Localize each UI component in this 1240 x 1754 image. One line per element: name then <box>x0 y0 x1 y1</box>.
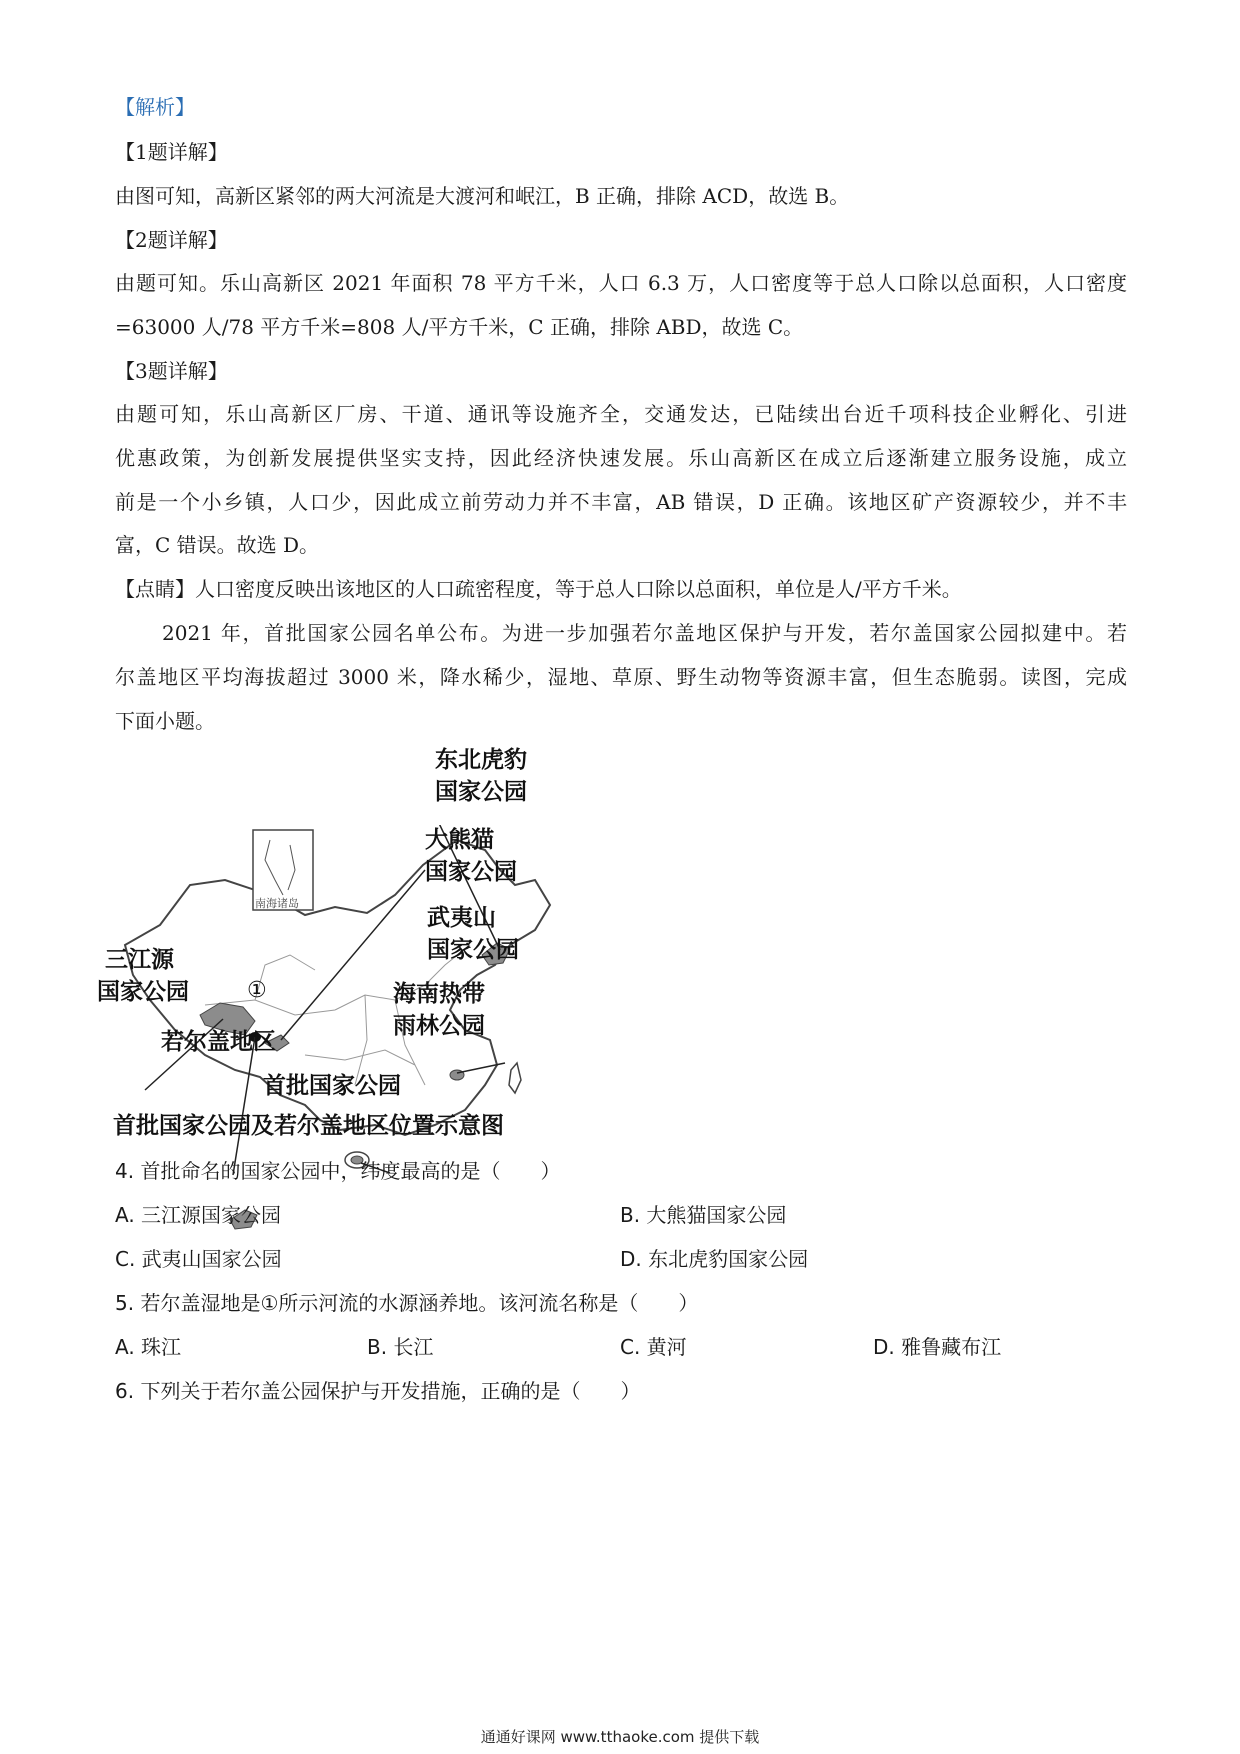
national-parks-map <box>97 747 625 1265</box>
label-zoige: 若尔盖地区 <box>161 1029 276 1055</box>
passage-line2: 尔盖地区平均海拔超过 3000 米，降水稀少，湿地、草原、野生动物等资源丰富，但生态脆弱。读图，完成 <box>115 665 1127 689</box>
q3-text-line1: 由题可知，乐山高新区厂房、干道、通讯等设施齐全，交通发达，已陆续出台近千项科技企业孵化、引进 <box>115 402 1127 426</box>
label-northeast-2: 国家公园 <box>435 779 527 805</box>
label-sanjiang-2: 国家公园 <box>97 979 189 1005</box>
analysis-heading: 【解析】 <box>115 95 195 119</box>
question-6-stem: 6. 下列关于若尔盖公园保护与开发措施，正确的是（ ） <box>115 1379 641 1403</box>
passage-line1: 2021 年，首批国家公园名单公布。为进一步加强若尔盖地区保护与开发，若尔盖国家公园拟建中。若 <box>162 621 1127 645</box>
q3-text-line2: 优惠政策，为创新发展提供坚实支持，因此经济快速发展。乐山高新区在成立后逐渐建立服务设施，成立 <box>115 446 1127 470</box>
q1-heading: 【1题详解】 <box>115 140 228 164</box>
passage-line3: 下面小题。 <box>115 709 215 733</box>
q3-text-line3: 前是一个小乡镇，人口少，因此成立前劳动力并不丰富，AB 错误，D 正确。该地区矿产资源较少，并不丰 <box>115 490 1127 514</box>
label-panda-1: 大熊猫 <box>425 827 494 853</box>
label-wuyi-2: 国家公园 <box>427 937 519 963</box>
q2-heading: 【2题详解】 <box>115 228 228 252</box>
label-hainan-1: 海南热带 <box>393 981 485 1007</box>
question-5-stem: 5. 若尔盖湿地是①所示河流的水源涵养地。该河流名称是（ ） <box>115 1291 699 1315</box>
q4-option-a[interactable]: A. 三江源国家公园 <box>115 1203 282 1227</box>
map-caption: 首批国家公园及若尔盖地区位置示意图 <box>113 1113 504 1139</box>
tip-text: 【点睛】人口密度反映出该地区的人口疏密程度，等于总人口除以总面积，单位是人/平方千米。 <box>115 577 962 601</box>
label-sanjiang-1: 三江源 <box>105 947 174 973</box>
label-northeast-1: 东北虎豹 <box>435 747 527 773</box>
q2-text-line2: =63000 人/78 平方千米=808 人/平方千米，C 正确，排除 ABD，故选 C。 <box>115 315 804 339</box>
q4-option-c[interactable]: C. 武夷山国家公园 <box>115 1247 282 1271</box>
q5-option-a[interactable]: A. 珠江 <box>115 1335 182 1359</box>
page-footer: 通通好课网 www.tthaoke.com 提供下载 <box>480 1728 760 1746</box>
q5-option-d[interactable]: D. 雅鲁藏布江 <box>873 1335 1002 1359</box>
q3-heading: 【3题详解】 <box>115 359 228 383</box>
q4-option-b[interactable]: B. 大熊猫国家公园 <box>620 1203 787 1227</box>
label-panda-2: 国家公园 <box>425 859 517 885</box>
question-4-stem: 4. 首批命名的国家公园中，纬度最高的是（ ） <box>115 1159 561 1183</box>
q1-text: 由图可知，高新区紧邻的两大河流是大渡河和岷江，B 正确，排除 ACD，故选 B。 <box>115 184 850 208</box>
taiwan-island <box>509 1063 521 1093</box>
marker-1: ① <box>247 978 267 1003</box>
label-hainan-2: 雨林公园 <box>393 1013 485 1039</box>
legend-label: 首批国家公园 <box>263 1073 401 1099</box>
label-wuyi-1: 武夷山 <box>427 905 496 931</box>
q2-text-line1: 由题可知。乐山高新区 2021 年面积 78 平方千米，人口 6.3 万，人口密度等于总人口除以总面积，人口密度 <box>115 271 1127 295</box>
q3-text-line4: 富，C 错误。故选 D。 <box>115 533 320 557</box>
q4-option-d[interactable]: D. 东北虎豹国家公园 <box>620 1247 809 1271</box>
q5-option-b[interactable]: B. 长江 <box>367 1335 434 1359</box>
q5-option-c[interactable]: C. 黄河 <box>620 1335 687 1359</box>
inset-label: 南海诸岛 <box>255 897 299 910</box>
